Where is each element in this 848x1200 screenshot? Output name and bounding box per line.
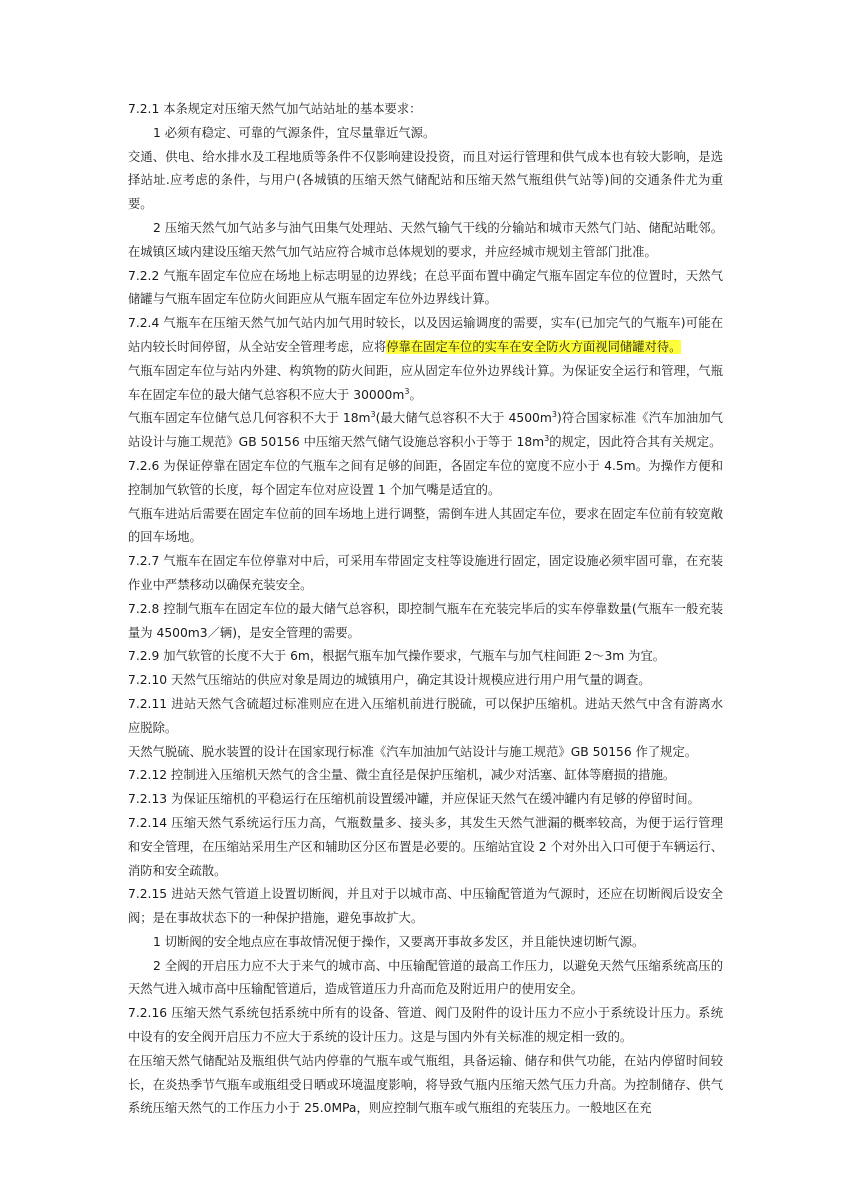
paragraph-7-2-10: 7.2.10 天然气压缩站的供应对象是周边的城镇用户，确定其设计规模应进行用户用气量的调查。 — [128, 673, 651, 688]
paragraph-7-2-11: 7.2.11 进站天然气含硫超过标准则应在进入压缩机前进行脱硫，可以保护压缩机。进站天然气中含有游离水应脱除。 — [128, 696, 723, 735]
paragraph-storage-pressure: 在压缩天然气储配站及瓶组供气站内停靠的气瓶车或气瓶组，具备运输、储存和供气功能，在站内停留时间较长，在炎热季节气瓶车或瓶组受日晒或环境温度影响，将导致气瓶内压缩天然气压力升高。为控制储存、供气系统压缩天然气的工作压力小于 25.0MPa，则应控制气瓶车或气瓶组的充装压力。一般地区在充 — [128, 1053, 723, 1116]
paragraph-7-2-4-text: 7.2.4 气瓶车在压缩天然气加气站内加气用时较长，以及因运输调度的需要，实车(已加完气的气瓶车)可能在站内较长时间停留，从全站安全管理考虑，应将 — [128, 316, 723, 354]
paragraph-7-2-15: 7.2.15 进站天然气管道上设置切断阀，并且对于以城市高、中压输配管道为气源时，还应在切断阀后设安全阀；是在事故状态下的一种保护措施，避免事故扩大。 — [128, 887, 723, 926]
paragraph-7-2-2: 7.2.2 气瓶车固定车位应在场地上标志明显的边界线；在总平面布置中确定气瓶车固定车位的位置时，天然气储罐与气瓶车固定车位防火间距应从气瓶车固定车位外边界线计算。 — [128, 268, 723, 307]
superscript-3: 3 — [404, 386, 410, 396]
document-page — [128, 98, 723, 1121]
paragraph-item-1-valve: 1 切断阀的安全地点应在事故情况便于操作，又要离开事故多发区，并且能快速切断气源。 — [153, 934, 645, 949]
paragraph-desulfurization: 天然气脱硫、脱水装置的设计在国家现行标准《汽车加油加气站设计与施工规范》GB 50156 作了规定。 — [128, 744, 698, 759]
superscript-3: 3 — [544, 434, 550, 444]
paragraph-7-2-4 — [128, 312, 723, 360]
paragraph-site-conditions: 交通、供电、给水排水及工程地质等条件不仅影响建设投资，而且对运行管理和供气成本也有较大影响，是选择站址.应考虑的条件，与用户(各城镇的压缩天然气储配站和压缩天然气瓶组供气站等)间的交通条件尤为重要。 — [128, 149, 723, 212]
paragraph-item-2-valve: 2 全阀的开启压力应不大于来气的城市高、中压输配管道的最高工作压力，以避免天然气压缩系统高压的天然气进入城市高中压输配管道后，造成管道压力升高而危及附近用户的使用安全。 — [128, 958, 723, 997]
fire-distance-text: 气瓶车固定车位与站内外建、构筑物的防火间距，应从固定车位外边界线计算。为保证安全运行和管理，气瓶车在固定车位的最大储气总容积不应大于 30000m — [128, 363, 723, 402]
paragraph-item-1: 1 必须有稳定、可靠的气源条件，宜尽量靠近气源。 — [153, 125, 436, 140]
paragraph-7-2-16: 7.2.16 压缩天然气系统包括系统中所有的设备、管道、阀门及附件的设计压力不应小于系统设计压力。系统中设有的安全阀开启压力不应大于系统的设计压力。这是与国内外有关标准的规定相一致的。 — [128, 1006, 723, 1045]
paragraph-7-2-7: 7.2.7 气瓶车在固定车位停靠对中后，可采用车带固定支柱等设施进行固定，固定设施必须牢固可靠，在充装作业中严禁移动以确保充装安全。 — [128, 554, 723, 592]
storage-volume-text-b: (最大储气总容积不大于 4500m — [375, 411, 552, 426]
superscript-3: 3 — [551, 410, 557, 420]
highlighted-text: 停靠在固定车位的实车在安全防火方面视同储罐对待。 — [386, 339, 682, 354]
storage-volume-text-d: 的规定，因此符合其有关规定。 — [549, 435, 722, 450]
paragraph-7-2-12: 7.2.12 控制进入压缩机天然气的含尘量、微尘直径是保护压缩机，减少对活塞、缸体等磨损的措施。 — [128, 768, 676, 783]
paragraph-7-2-9: 7.2.9 加气软管的长度不大于 6m，根据气瓶车加气操作要求，气瓶车与加气柱间距 2～3m 为宜。 — [128, 649, 666, 664]
paragraph-7-2-13: 7.2.13 为保证压缩机的平稳运行在压缩机前设置缓冲罐，并应保证天然气在缓冲罐内有足够的停留时间。 — [128, 792, 700, 807]
superscript-3: 3 — [370, 410, 376, 420]
paragraph-7-2-1: 7.2.1 本条规定对压缩天然气加气站站址的基本要求： — [128, 102, 422, 116]
paragraph-item-2: 2 压缩天然气加气站多与油气田集气处理站、天然气输气干线的分输站和城市天然气门站、储配站毗邻。在城镇区域内建设压缩天然气加气站应符合城市总体规划的要求，并应经城市规划主管部门批准。 — [128, 220, 723, 259]
paragraph-7-2-14: 7.2.14 压缩天然气系统运行压力高，气瓶数量多、接头多，其发生天然气泄漏的概率较高，为便于运行管理和安全管理，在压缩站采用生产区和辅助区分区布置是必要的。压缩站宜设 2 个对外出入口可便于车辆运行、消防和安全疏散。 — [128, 815, 723, 878]
paragraph-7-2-6: 7.2.6 为保证停靠在固定车位的气瓶车之间有足够的间距，各固定车位的宽度不应小于 4.5m。为操作方便和控制加气软管的长度，每个固定车位对应设置 1 个加气嘴是适宜的。 — [128, 458, 723, 497]
storage-volume-text-a: 气瓶车固定车位储气总几何容积不大于 18m — [128, 411, 371, 426]
paragraph-storage-volume — [128, 407, 723, 455]
paragraph-fire-distance — [128, 360, 723, 408]
fire-distance-end: 。 — [409, 387, 422, 402]
storage-volume-text-c: )符合国家标准《汽车加油加气站设计与施工规范》GB 50156 中压缩天然气储气设施总容积小于等于 18m — [128, 411, 723, 450]
paragraph-7-2-8: 7.2.8 控制气瓶车在固定车位的最大储气总容积，即控制气瓶车在充装完毕后的实车停靠数量(气瓶车一般充装量为 4500m3／辆)，是安全管理的需要。 — [128, 601, 723, 640]
paragraph-turning-area: 气瓶车进站后需要在固定车位前的回车场地上进行调整，需倒车进人其固定车位，要求在固定车位前有较宽敞的回车场地。 — [128, 506, 723, 545]
